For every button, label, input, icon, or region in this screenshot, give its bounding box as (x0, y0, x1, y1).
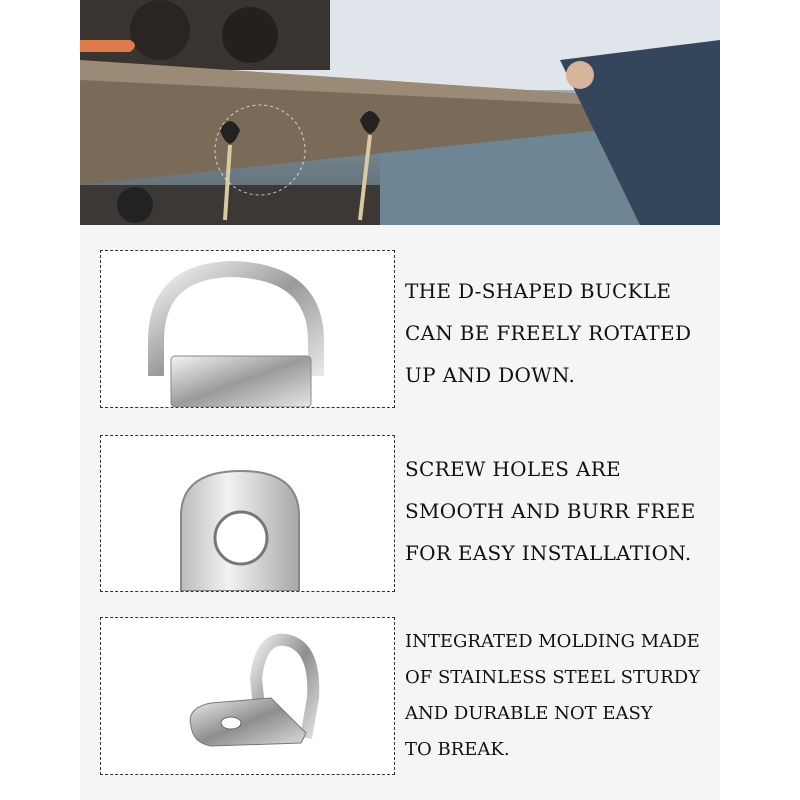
feature-image-d-ring-full (100, 617, 395, 775)
feature-image-screw-hole-closeup (100, 435, 395, 592)
feature-text-3 (405, 624, 700, 768)
usage-photo-fishing-boat (80, 0, 720, 225)
text-line: SCREW HOLES ARE (405, 457, 621, 481)
text-line: SMOOTH AND BURR FREE (405, 499, 696, 523)
text-line: AND DURABLE NOT EASY (405, 703, 653, 724)
text-line: TO BREAK. (405, 739, 510, 760)
text-line: FOR EASY INSTALLATION. (405, 541, 692, 565)
feature-image-d-ring-closeup (100, 250, 395, 408)
text-line: CAN BE FREELY ROTATED (405, 321, 692, 345)
text-line: UP AND DOWN. (405, 363, 576, 387)
text-line: THE D-SHAPED BUCKLE (405, 279, 672, 303)
feature-text-1 (405, 270, 691, 396)
text-line: INTEGRATED MOLDING MADE (405, 631, 700, 652)
text-line: OF STAINLESS STEEL STURDY (405, 667, 701, 688)
feature-text-2 (405, 448, 696, 574)
